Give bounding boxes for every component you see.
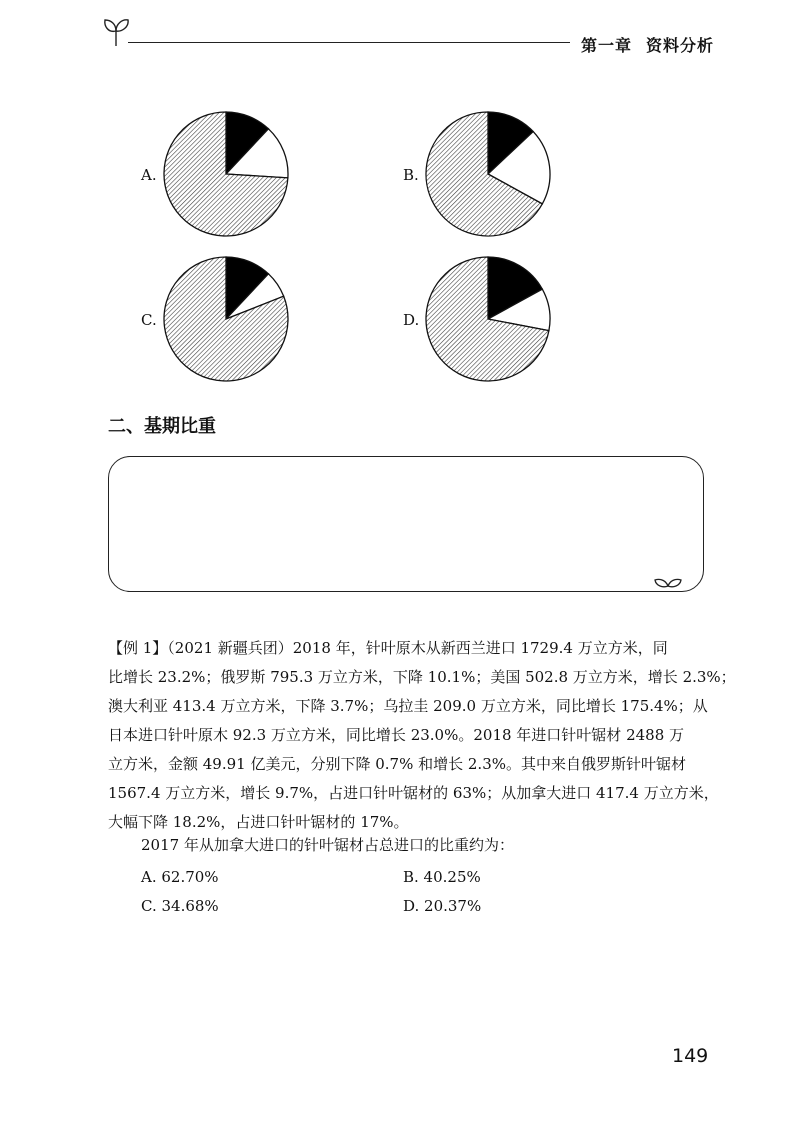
pie-option-label-b: B. xyxy=(403,166,419,184)
choice-d: D. 20.37% xyxy=(403,897,482,915)
note-box xyxy=(108,456,704,592)
chapter-title: 资料分析 xyxy=(646,36,715,55)
example-line: 1567.4 万立方米，增长 9.7%，占进口针叶锯材的 63%；从加拿大进口 417.4 万立方米， xyxy=(108,784,719,802)
example-line: 大幅下降 18.2%，占进口针叶锯材的 17%。 xyxy=(108,813,409,831)
header-rule xyxy=(128,42,570,43)
example-line: 比增长 23.2%；俄罗斯 795.3 万立方米，下降 10.1%；美国 502.8 万立方米，增长 2.3%； xyxy=(108,668,736,686)
chapter-label: 第一章 xyxy=(581,36,633,55)
example-line: 澳大利亚 413.4 万立方米，下降 3.7%；乌拉圭 209.0 万立方米，同比增长 175.4%；从 xyxy=(108,697,708,715)
pie-option-c xyxy=(160,253,292,385)
pie-option-label-a: A. xyxy=(141,166,157,184)
choice-c: C. 34.68% xyxy=(141,897,219,915)
chapter-header xyxy=(581,33,714,56)
pie-option-b xyxy=(422,108,554,240)
example-line: 立方米，金额 49.91 亿美元，分别下降 0.7% 和增长 2.3%。其中来自俄罗斯针叶锯材 xyxy=(108,755,687,773)
pie-option-d xyxy=(422,253,554,385)
example-line: 【例 1】（2021 新疆兵团）2018 年，针叶原木从新西兰进口 1729.4 万立方米，同 xyxy=(108,639,668,657)
example-line: 日本进口针叶原木 92.3 万立方米，同比增长 23.0%。2018 年进口针叶锯材 2488 万 xyxy=(108,726,685,744)
section-title: 二、基期比重 xyxy=(108,416,216,437)
pie-option-a xyxy=(160,108,292,240)
example-paragraph xyxy=(108,634,736,837)
pie-option-label-c: C. xyxy=(141,311,157,329)
leaf-icon xyxy=(653,575,683,589)
question-text: 2017 年从加拿大进口的针叶锯材占总进口的比重约为： xyxy=(141,836,514,854)
choice-a: A. 62.70% xyxy=(141,868,219,886)
pie-option-label-d: D. xyxy=(403,311,420,329)
page-number: 149 xyxy=(672,1045,709,1067)
choice-b: B. 40.25% xyxy=(403,868,481,886)
